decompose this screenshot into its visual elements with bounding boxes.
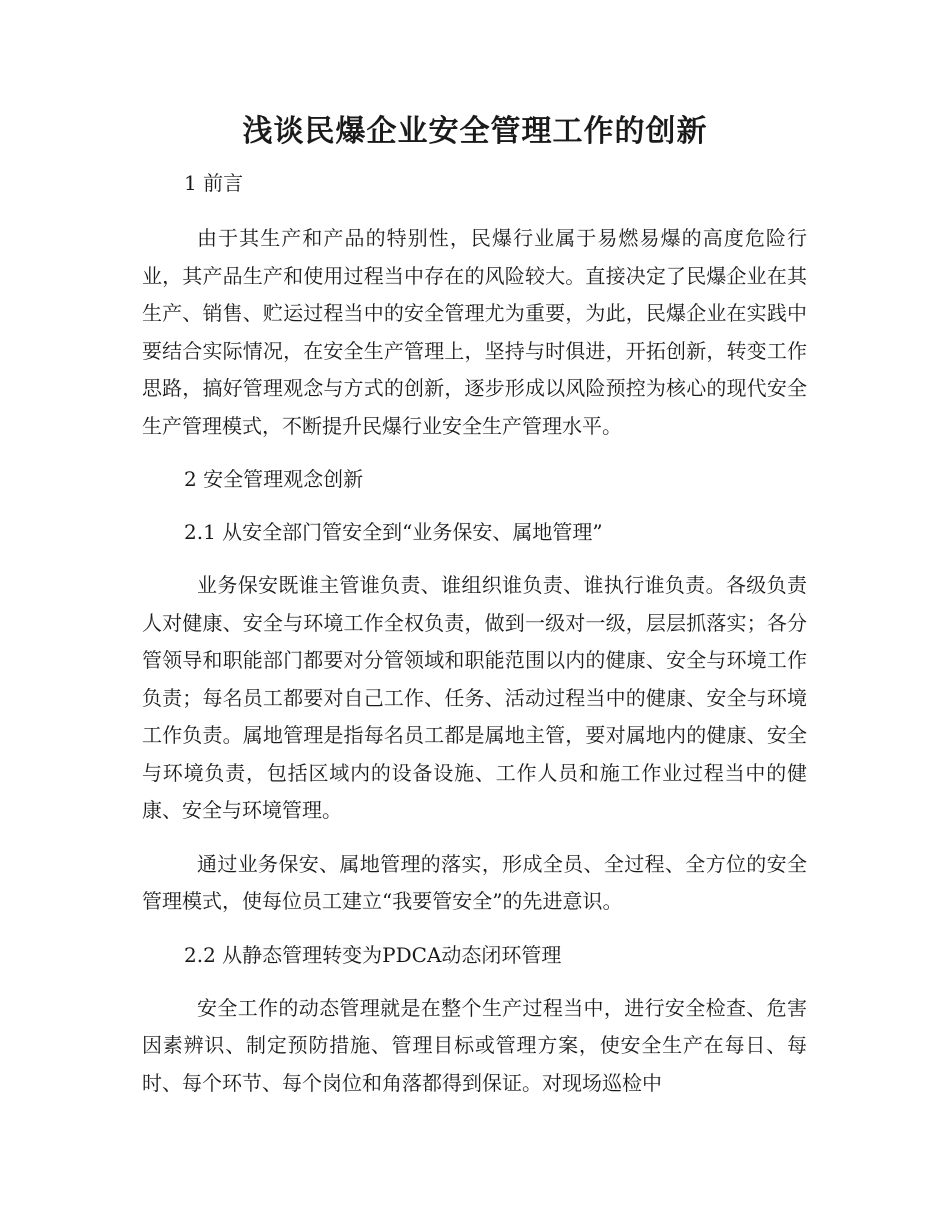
section-heading-introduction: 1 前言 <box>184 171 244 195</box>
paragraph-safety-awareness: 通过业务保安、属地管理的落实，形成全员、全过程、全方位的安全管理模式，使每位员工建立“我要管安全”的先进意识。 <box>142 851 807 913</box>
document-body <box>142 165 807 1102</box>
subsection-heading-2-1: 2.1 从安全部门管安全到“业务保安、属地管理” <box>184 520 603 544</box>
paragraph-business-safety: 业务保安既谁主管谁负责、谁组织谁负责、谁执行谁负责。各级负责人对健康、安全与环境工作全权负责，做到一级对一级，层层抓落实；各分管领导和职能部门都要对分管领域和职能范围以内的健康、安全与环境工作负责；每名员工都要对自己工作、任务、活动过程当中的健康、安全与环境工作负责。属地管理是指每名员工都是属地主管，要对属地内的健康、安全与环境负责，包括区域内的设备设施、工作人员和施工作业过程当中的健康、安全与环境管理。 <box>142 573 807 822</box>
paragraph-dynamic-management: 安全工作的动态管理就是在整个生产过程当中，进行安全检查、危害因素辨识、制定预防措施、管理目标或管理方案，使安全生产在每日、每时、每个环节、每个岗位和角落都得到保证。对现场巡检中 <box>142 995 807 1095</box>
subsection-heading-2-2: 2.2 从静态管理转变为PDCA动态闭环管理 <box>184 942 562 967</box>
section-heading-concept-innovation: 2 安全管理观念创新 <box>184 467 364 491</box>
document-title: 浅谈民爆企业安全管理工作的创新 <box>242 114 708 149</box>
paragraph-introduction: 由于其生产和产品的特别性，民爆行业属于易燃易爆的高度危险行业，其产品生产和使用过程当中存在的风险较大。直接决定了民爆企业在其生产、销售、贮运过程当中的安全管理尤为重要，为此，民爆企业在实践中要结合实际情况，在安全生产管理上，坚持与时俱进，开拓创新，转变工作思路，搞好管理观念与方式的创新，逐步形成以风险预控为核心的现代安全生产管理模式，不断提升民爆行业安全生产管理水平。 <box>142 226 807 438</box>
